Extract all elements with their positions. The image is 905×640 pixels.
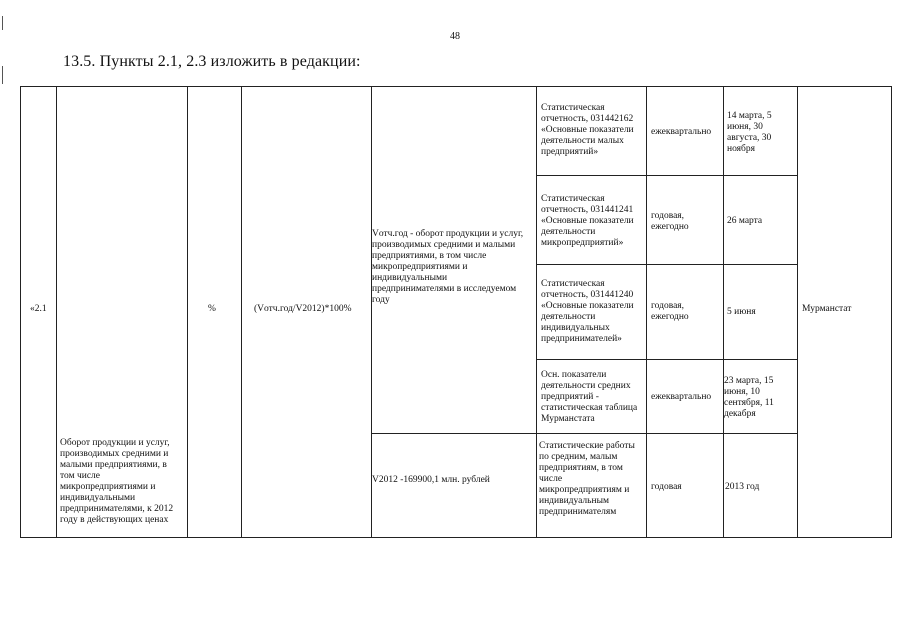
row-divider xyxy=(371,433,797,434)
deadline: 5 июня xyxy=(727,307,756,317)
deadline: 26 марта xyxy=(727,216,763,226)
column-divider xyxy=(797,87,798,537)
data-source: Статистическая отчетность, 031441240 «Основные показатели деятельности индивидуальных предпринимателей» xyxy=(541,279,634,344)
data-source: Осн. показатели деятельности средних предприятий - статистическая таблица Мурманстата xyxy=(541,370,638,424)
data-source: Статистические работы по средним, малым предприятиям, в том числе микропредприятиям и индивидуальным предпринимателям xyxy=(539,441,635,517)
row-divider xyxy=(536,175,797,176)
row-divider xyxy=(536,359,797,360)
page-number: 48 xyxy=(450,31,460,42)
column-divider xyxy=(241,87,242,537)
deadline: 23 марта, 15 июня, 10 сентября, 11 декабря xyxy=(724,376,774,419)
frequency: ежеквартально xyxy=(651,127,712,137)
frequency: годовая, ежегодно xyxy=(651,211,689,232)
frequency: годовая, ежегодно xyxy=(651,301,689,322)
frequency: годовая xyxy=(651,482,682,492)
variable-description: Vотч.год - оборот продукции и услуг, производимых средними и малыми предприятиями, в том числе микропредприятиями и индивидуальными предпринимателями в исследуемом году xyxy=(372,229,524,305)
responsible-agency: Мурманстат xyxy=(802,304,852,314)
frequency: ежеквартально xyxy=(651,392,712,402)
scan-margin-mark xyxy=(2,66,3,84)
row-number: «2.1 xyxy=(30,304,47,314)
row-divider xyxy=(536,264,797,265)
column-divider xyxy=(187,87,188,537)
indicator-name: Оборот продукции и услуг, производимых средними и малыми предприятиями, в том числе микропредприятиями и индивидуальными предпринимателями, к 2012 году в действующих ценах xyxy=(60,438,174,525)
deadline: 14 марта, 5 июня, 30 августа, 30 ноября xyxy=(727,111,772,154)
deadline: 2013 год xyxy=(725,482,760,492)
column-divider xyxy=(723,87,724,537)
column-divider xyxy=(536,87,537,537)
scan-margin-mark xyxy=(2,16,3,30)
unit: % xyxy=(208,304,216,314)
formula: (Vотч.год/V2012)*100% xyxy=(254,304,352,314)
column-divider xyxy=(56,87,57,537)
data-source: Статистическая отчетность, 031442162 «Основные показатели деятельности малых предприятий» xyxy=(541,103,634,157)
column-divider xyxy=(371,87,372,537)
section-heading: 13.5. Пункты 2.1, 2.3 изложить в редакции: xyxy=(63,53,361,70)
variable-description: V2012 -169900,1 млн. рублей xyxy=(372,475,490,485)
data-source: Статистическая отчетность, 031441241 «Основные показатели деятельности микропредприятий» xyxy=(541,194,634,248)
